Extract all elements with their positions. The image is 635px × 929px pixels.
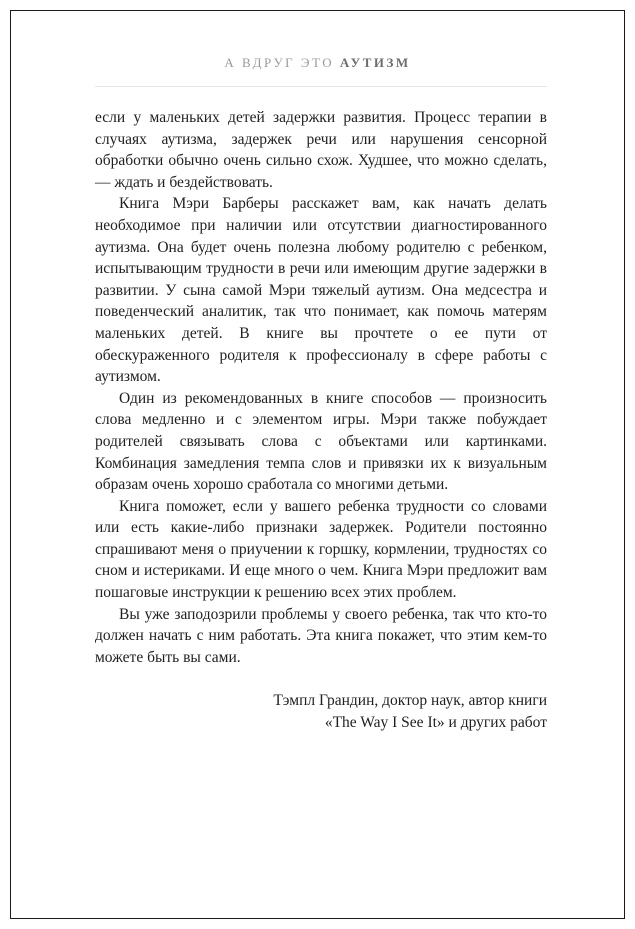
attribution-line-2: «The Way I See It» и других работ [324, 714, 547, 732]
body-paragraph: если у маленьких детей задержки развития. Процесс терапии в случаях аутизма, задержек речи или нарушения сенсорной обработки обычно очень сильно схож. Худшее, что можно сделать, — ждать и бездействовать. [95, 109, 547, 191]
attribution-line-1: Тэмпл Грандин, доктор наук, автор книги [273, 692, 547, 710]
body-paragraph: Один из рекомендованных в книге способов — произносить слова медленно и с элементом игры. Мэри также побуждает родителей связывать слова с объектами или картинками. Комбинация замедления темпа слов и привязки их к визуальным образам очень хорошо сработала со многими детьми. [95, 389, 547, 494]
body-paragraph: Книга поможет, если у вашего ребенка трудности со словами или есть какие-либо признаки задержек. Родители постоянно спрашивают меня о приучении к горшку, кормлении, трудностях со сном и истериками. И еще много о чем. Книга Мэри предложит вам пошаговые инструкции к решению всех этих проблем. [95, 497, 547, 602]
attribution-block [95, 690, 547, 733]
running-head-prefix: А ВДРУГ ЭТО [224, 55, 340, 70]
running-head-emphasis: АУТИЗМ [339, 55, 411, 70]
body-paragraph: Вы уже заподозрили проблемы у своего ребенка, так что кто-то должен начать с ним работать. Эта книга покажет, что этим кем-то можете быть вы сами. [95, 605, 547, 666]
page-text-block [95, 107, 547, 734]
body-paragraph: Книга Мэри Барберы расскажет вам, как начать делать необходимое при наличии или отсутствии диагностированного аутизма. Она будет очень полезна любому родителю с ребенком, испытывающим трудности в речи или имеющим другие задержки в развитии. У сына самой Мэри тяжелый аутизм. Она медсестра и поведенческий аналитик, так что понимает, как помочь матерям маленьких детей. В книге вы прочтете о ее пути от обескураженного родителя к профессионалу в сфере работы с аутизмом. [95, 195, 547, 386]
running-head [0, 55, 635, 71]
header-rule [95, 86, 547, 87]
